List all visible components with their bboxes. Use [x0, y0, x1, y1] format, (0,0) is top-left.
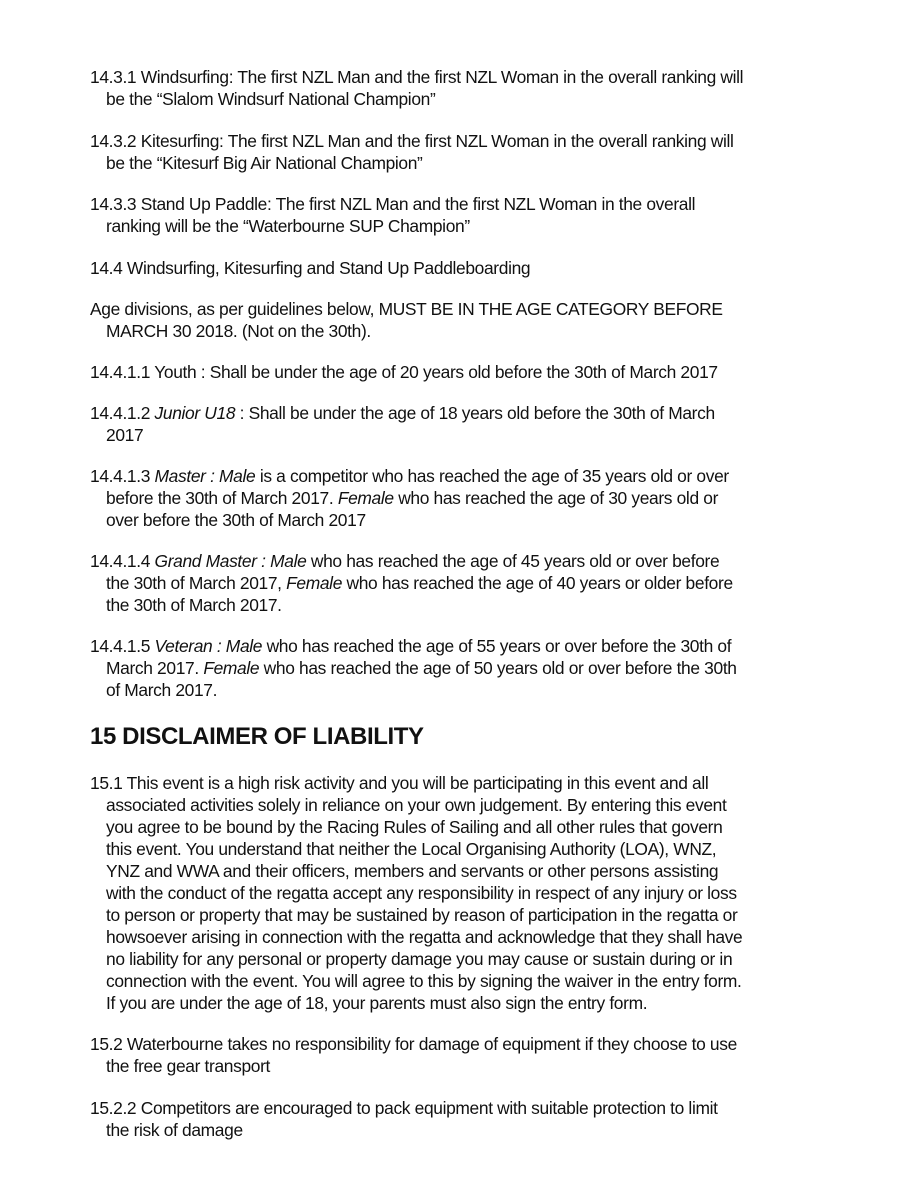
section-heading-15: 15 DISCLAIMER OF LIABILITY: [90, 723, 424, 750]
clause-text: March 2017.: [106, 658, 204, 678]
text-line: 14.3.1 Windsurfing: The first NZL Man and the first NZL Woman in the overall ranking will: [90, 67, 744, 87]
paragraph-14-4-1-4: [90, 550, 850, 616]
text-line: YNZ and WWA and their officers, members and servants or other persons assisting: [106, 861, 719, 881]
clause-text: who has reached the age of 40 years or older before: [342, 573, 733, 593]
text-line: [90, 487, 850, 509]
text-line: Age divisions, as per guidelines below, MUST BE IN THE AGE CATEGORY BEFORE: [90, 299, 723, 319]
text-line: [90, 465, 850, 487]
text-line: 14.4.1.1 Youth : Shall be under the age of 20 years old before the 30th of March 2017: [90, 362, 718, 382]
text-line: 15.2.2 Competitors are encouraged to pack equipment with suitable protection to limit: [90, 1098, 718, 1118]
text-line: [90, 572, 850, 594]
clause-text: before the 30th of March 2017.: [106, 488, 338, 508]
text-line: 15.1 This event is a high risk activity and you will be participating in this event and all: [90, 773, 709, 793]
paragraph-15-1: [90, 772, 850, 1014]
text-line: 2017: [106, 425, 144, 445]
text-line: with the conduct of the regatta accept any responsibility in respect of any injury or loss: [106, 883, 737, 903]
clause-number: 14.4.1.4: [90, 551, 155, 571]
paragraph-14-3-3: [90, 193, 850, 237]
text-line: associated activities solely in reliance on your own judgement. By entering this event: [106, 795, 727, 815]
text-line: [90, 657, 850, 679]
text-line: [90, 635, 850, 657]
paragraph-14-4-1-3: [90, 465, 850, 531]
paragraph-14-4-1-2: [90, 402, 850, 446]
text-line: [90, 402, 850, 424]
category-name: Master : Male: [154, 466, 256, 486]
text-line: howsoever arising in connection with the regatta and acknowledge that they shall have: [106, 927, 743, 947]
female-label: Female: [203, 658, 260, 678]
paragraph-14-3-1: [90, 66, 850, 110]
paragraph-age-divisions: [90, 298, 850, 342]
paragraph-14-3-2: [90, 130, 850, 174]
clause-text: who has reached the age of 50 years old or over before the 30th: [259, 658, 737, 678]
text-line: the free gear transport: [106, 1056, 271, 1076]
female-label: Female: [286, 573, 343, 593]
text-line: ranking will be the “Waterbourne SUP Champion”: [106, 216, 470, 236]
text-line: the 30th of March 2017.: [106, 595, 282, 615]
paragraph-15-2-2: [90, 1097, 850, 1141]
text-line: to person or property that may be sustained by reason of participation in the regatta or: [106, 905, 738, 925]
clause-number: 14.4.1.3: [90, 466, 155, 486]
text-line: be the “Kitesurf Big Air National Champion”: [106, 153, 423, 173]
text-line: 14.3.2 Kitesurfing: The first NZL Man and the first NZL Woman in the overall ranking will: [90, 131, 734, 151]
paragraph-15-2: [90, 1033, 850, 1077]
category-name: Veteran : Male: [154, 636, 263, 656]
clause-number: 14.4.1.5: [90, 636, 155, 656]
text-line: connection with the event. You will agree to this by signing the waiver in the entry form.: [106, 971, 742, 991]
text-line: this event. You understand that neither the Local Organising Authority (LOA), WNZ,: [106, 839, 717, 859]
clause-text: : Shall be under the age of 18 years old before the 30th of March: [235, 403, 715, 423]
text-line: no liability for any personal or property damage you may cause or sustain during or in: [106, 949, 733, 969]
text-line: of March 2017.: [106, 680, 218, 700]
text-line: [90, 550, 850, 572]
text-line: 14.3.3 Stand Up Paddle: The first NZL Man and the first NZL Woman in the overall: [90, 194, 696, 214]
paragraph-14-4-1-5: [90, 635, 850, 701]
text-line: If you are under the age of 18, your parents must also sign the entry form.: [106, 993, 648, 1013]
category-name: Grand Master : Male: [154, 551, 307, 571]
clause-text: who has reached the age of 30 years old or: [393, 488, 719, 508]
text-line: 15.2 Waterbourne takes no responsibility for damage of equipment if they choose to use: [90, 1034, 737, 1054]
text-line: MARCH 30 2018. (Not on the 30th).: [106, 321, 371, 341]
text-line: you agree to be bound by the Racing Rules of Sailing and all other rules that govern: [106, 817, 723, 837]
clause-number: 14.4.1.2: [90, 403, 155, 423]
text-line: be the “Slalom Windsurf National Champion”: [106, 89, 436, 109]
clause-text: is a competitor who has reached the age of 35 years old or over: [255, 466, 729, 486]
text-line: 14.4 Windsurfing, Kitesurfing and Stand Up Paddleboarding: [90, 258, 531, 278]
category-name: Junior U18: [154, 403, 236, 423]
text-line: over before the 30th of March 2017: [106, 510, 366, 530]
text-line: the risk of damage: [106, 1120, 243, 1140]
clause-text: the 30th of March 2017,: [106, 573, 287, 593]
clause-text: who has reached the age of 45 years old or over before: [306, 551, 720, 571]
female-label: Female: [337, 488, 394, 508]
clause-text: who has reached the age of 55 years or over before the 30th of: [262, 636, 732, 656]
paragraph-14-4: [90, 257, 850, 279]
paragraph-14-4-1-1: [90, 361, 850, 383]
